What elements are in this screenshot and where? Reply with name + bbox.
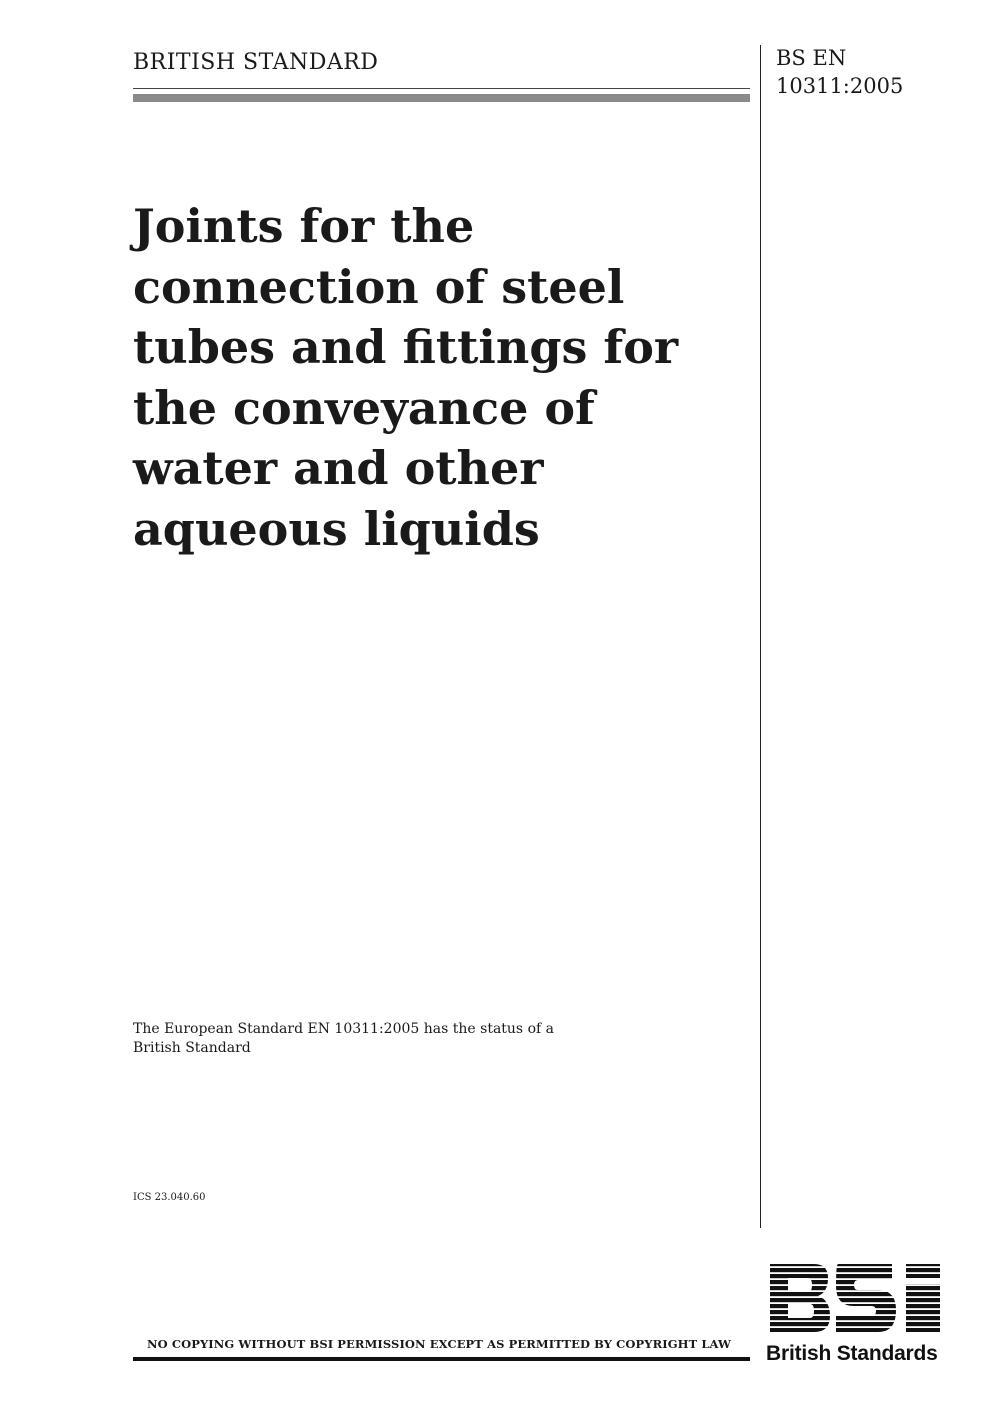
status-line1: The European Standard EN 10311:2005 has the status of a bbox=[133, 1021, 554, 1037]
title-line: the conveyance of bbox=[133, 380, 595, 435]
footer-rule bbox=[133, 1357, 750, 1361]
status-statement bbox=[133, 1020, 603, 1058]
vertical-divider bbox=[760, 45, 761, 1228]
title-line: Joints for the bbox=[133, 199, 475, 253]
bsi-logo-mark-icon bbox=[766, 1262, 946, 1342]
header-thick-rule bbox=[133, 94, 750, 102]
title-line: connection of steel bbox=[133, 259, 625, 314]
header-thin-rule bbox=[133, 88, 750, 89]
status-line2: British Standard bbox=[133, 1040, 251, 1056]
series-label: BRITISH STANDARD bbox=[133, 50, 379, 75]
document-title bbox=[133, 196, 743, 559]
title-line: water and other bbox=[133, 441, 544, 495]
bsi-logo bbox=[766, 1262, 946, 1370]
copyright-notice: NO COPYING WITHOUT BSI PERMISSION EXCEPT AS PERMITTED BY COPYRIGHT LAW bbox=[147, 1337, 732, 1351]
document-code bbox=[776, 44, 903, 100]
title-line: aqueous liquids bbox=[133, 501, 540, 556]
document-code-line1: BS EN bbox=[776, 46, 847, 70]
bsi-logo-caption: British Standards bbox=[766, 1342, 938, 1365]
title-line: tubes and fittings for bbox=[133, 320, 679, 374]
ics-code: ICS 23.040.60 bbox=[133, 1192, 206, 1203]
document-code-line2: 10311:2005 bbox=[776, 74, 904, 98]
